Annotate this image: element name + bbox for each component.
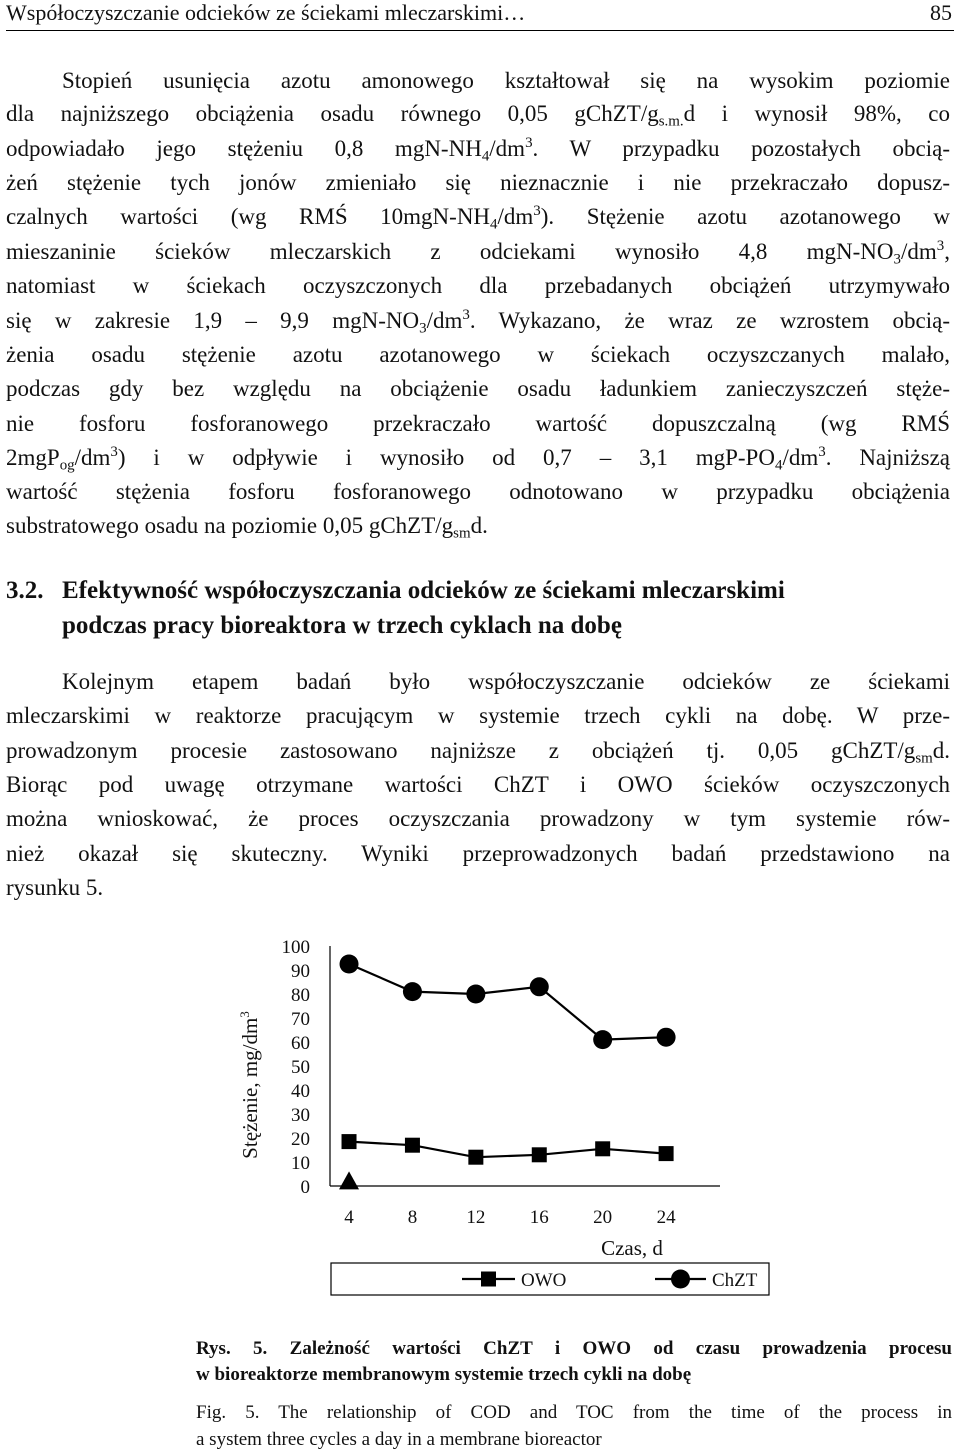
- series-line-owo: [349, 1142, 666, 1158]
- para1-line-1: Stopień usunięcia azotu amonowego kształtował się na wysokim poziomie: [62, 68, 950, 93]
- para1-line-4: żeń stężenie tych jonów zmieniało się nieznacznie i nie przekraczało dopusz-: [6, 170, 950, 195]
- para1-line-9: żenia osadu stężenie azotu azotanowego w ściekach oczyszczanych malało,: [6, 342, 950, 367]
- series-owo: [342, 1134, 674, 1165]
- data-point-owo: [532, 1147, 547, 1162]
- data-point-chzt: [466, 985, 485, 1004]
- para1-line-13: wartość stężenia fosforu fosforanowego odnotowano w przypadku obciążenia: [6, 479, 950, 504]
- caption-en-line-2: a system three cycles a day in a membrane bioreactor: [196, 1429, 602, 1450]
- data-point-chzt: [403, 982, 422, 1001]
- chart-legend: [331, 1263, 769, 1295]
- para1-line-8: się w zakresie 1,9 – 9,9 mgN-$NO_3/dm^3$. Wykazano, że wraz ze wzrostem obcią-: [6, 307, 950, 337]
- y-tick-label: 30: [291, 1105, 310, 1126]
- running-header: [6, 0, 954, 31]
- data-point-triangle: [339, 1171, 359, 1189]
- y-tick-label: 80: [291, 985, 310, 1006]
- para1-line-11: nie fosforu fosforanowego przekraczało wartość dopuszczalną (wg RMŚ: [6, 411, 950, 436]
- section-title-line-2: podczas pracy bioreaktora w trzech cyklach na dobę: [62, 612, 622, 639]
- para2-line-6: nież okazał się skuteczny. Wyniki przeprowadzonych badań przedstawiono na: [6, 841, 950, 866]
- section-title-line-1: Efektywność współoczyszczania odcieków ze ściekami mleczarskimi: [62, 577, 785, 604]
- caption-en-line-1: Fig. 5. The relationship of COD and TOC from the time of the process in: [196, 1402, 952, 1423]
- y-tick-label: 100: [281, 937, 310, 958]
- data-point-chzt: [593, 1030, 612, 1049]
- page-number: 85: [930, 0, 952, 25]
- caption-pl-line-2: w bioreaktorze membranowym systemie trzech cykli na dobę: [196, 1364, 692, 1385]
- y-tick-label: 50: [291, 1057, 310, 1078]
- para1-line-14: substratowego osadu na poziomie 0,05 gChZT/$g_{sm}d$.: [6, 513, 488, 542]
- data-point-chzt: [657, 1028, 676, 1047]
- y-tick-label: 70: [291, 1009, 310, 1030]
- para1-line-10: podczas gdy bez względu na obciążenie osadu ładunkiem zanieczyszczeń stęże-: [6, 376, 950, 401]
- para1-line-6: mieszaninie ścieków mleczarskich z odciekami wynosiło 4,8 mgN-$NO_3/dm^3$,: [6, 238, 950, 268]
- para1-line-7: natomiast w ściekach oczyszczonych dla przebadanych obciążeń utrzymywało: [6, 273, 950, 298]
- data-point-owo: [659, 1146, 674, 1161]
- y-tick-label: 0: [300, 1177, 310, 1198]
- y-tick-label: 20: [291, 1129, 310, 1150]
- data-point-owo: [342, 1134, 357, 1149]
- para1-line-2: dla najniższego obciążenia osadu równego 0,05 gChZT/$g_{s.m.}d$ i wynosił 98%, co: [6, 101, 951, 130]
- y-tick-label: 60: [291, 1033, 310, 1054]
- data-point-owo: [468, 1150, 483, 1165]
- para2-line-1: Kolejnym etapem badań było współoczyszczanie odcieków ze ściekami: [62, 669, 950, 694]
- x-axis-label: Czas, d: [601, 1236, 663, 1260]
- chart-series: [339, 955, 676, 1190]
- y-axis-label: Stężenie, $mg/dm^3$: [237, 1011, 262, 1159]
- y-tick-labels: [282, 937, 311, 1198]
- series-chzt: [340, 955, 676, 1050]
- y-tick-label: 10: [291, 1153, 310, 1174]
- x-tick-label: 20: [593, 1207, 613, 1228]
- para2-line-5: można wnioskować, że proces oczyszczania prowadzony w tym systemie rów-: [6, 806, 950, 831]
- para2-line-7: rysunku 5.: [6, 875, 104, 900]
- legend-marker-owo: [481, 1272, 496, 1287]
- data-point-owo: [595, 1141, 610, 1156]
- section-number: 3.2.: [6, 577, 44, 604]
- caption-pl-line-1: Rys. 5. Zależność wartości ChZT i OWO od czasu prowadzenia procesu: [196, 1338, 952, 1359]
- para2-line-2: mleczarskimi w reaktorze pracującym w systemie trzech cykli na dobę. W prze-: [6, 703, 950, 728]
- x-tick-label: 8: [407, 1207, 418, 1228]
- y-tick-label: 40: [291, 1081, 310, 1102]
- para1-line-5: czalnych wartości (wg RMŚ $10mgN-NH_4/dm^3$). Stężenie azotu azotanowego w: [6, 203, 950, 233]
- x-tick-label: 16: [529, 1207, 549, 1228]
- figure-5-chart: [230, 930, 790, 1310]
- para2-line-4: Biorąc pod uwagę otrzymane wartości ChZT i OWO ścieków oczyszczonych: [6, 772, 950, 797]
- legend-marker-chzt: [671, 1270, 690, 1289]
- x-tick-label: 12: [466, 1207, 486, 1228]
- data-point-chzt: [340, 955, 359, 974]
- data-point-chzt: [530, 977, 549, 996]
- x-tick-label: 4: [344, 1207, 354, 1228]
- legend-label-chzt: ChZT: [712, 1270, 758, 1291]
- running-title: Współoczyszczanie odcieków ze ściekami mleczarskimi…: [6, 0, 526, 25]
- para1-line-12: $2mgP_{og}/dm^3$) i w odpływie i wynosiło od 0,7 – 3,1 mgP-$PO_4/dm^3$. Najniższą: [6, 444, 950, 474]
- series-line-chzt: [349, 964, 666, 1040]
- para1-line-3: odpowiadało jego stężeniu 0,8 mgN-$NH_4/dm^3$. W przypadku pozostałych obcią-: [6, 135, 950, 165]
- x-tick-label: 24: [656, 1207, 676, 1228]
- y-tick-label: 90: [291, 961, 310, 982]
- x-tick-labels: [344, 1207, 676, 1228]
- para2-line-3: prowadzonym procesie zastosowano najniższe z obciążeń tj. 0,05 gChZT/$g_{sm}d$.: [6, 738, 950, 767]
- legend-label-owo: OWO: [521, 1270, 567, 1291]
- data-point-owo: [405, 1138, 420, 1153]
